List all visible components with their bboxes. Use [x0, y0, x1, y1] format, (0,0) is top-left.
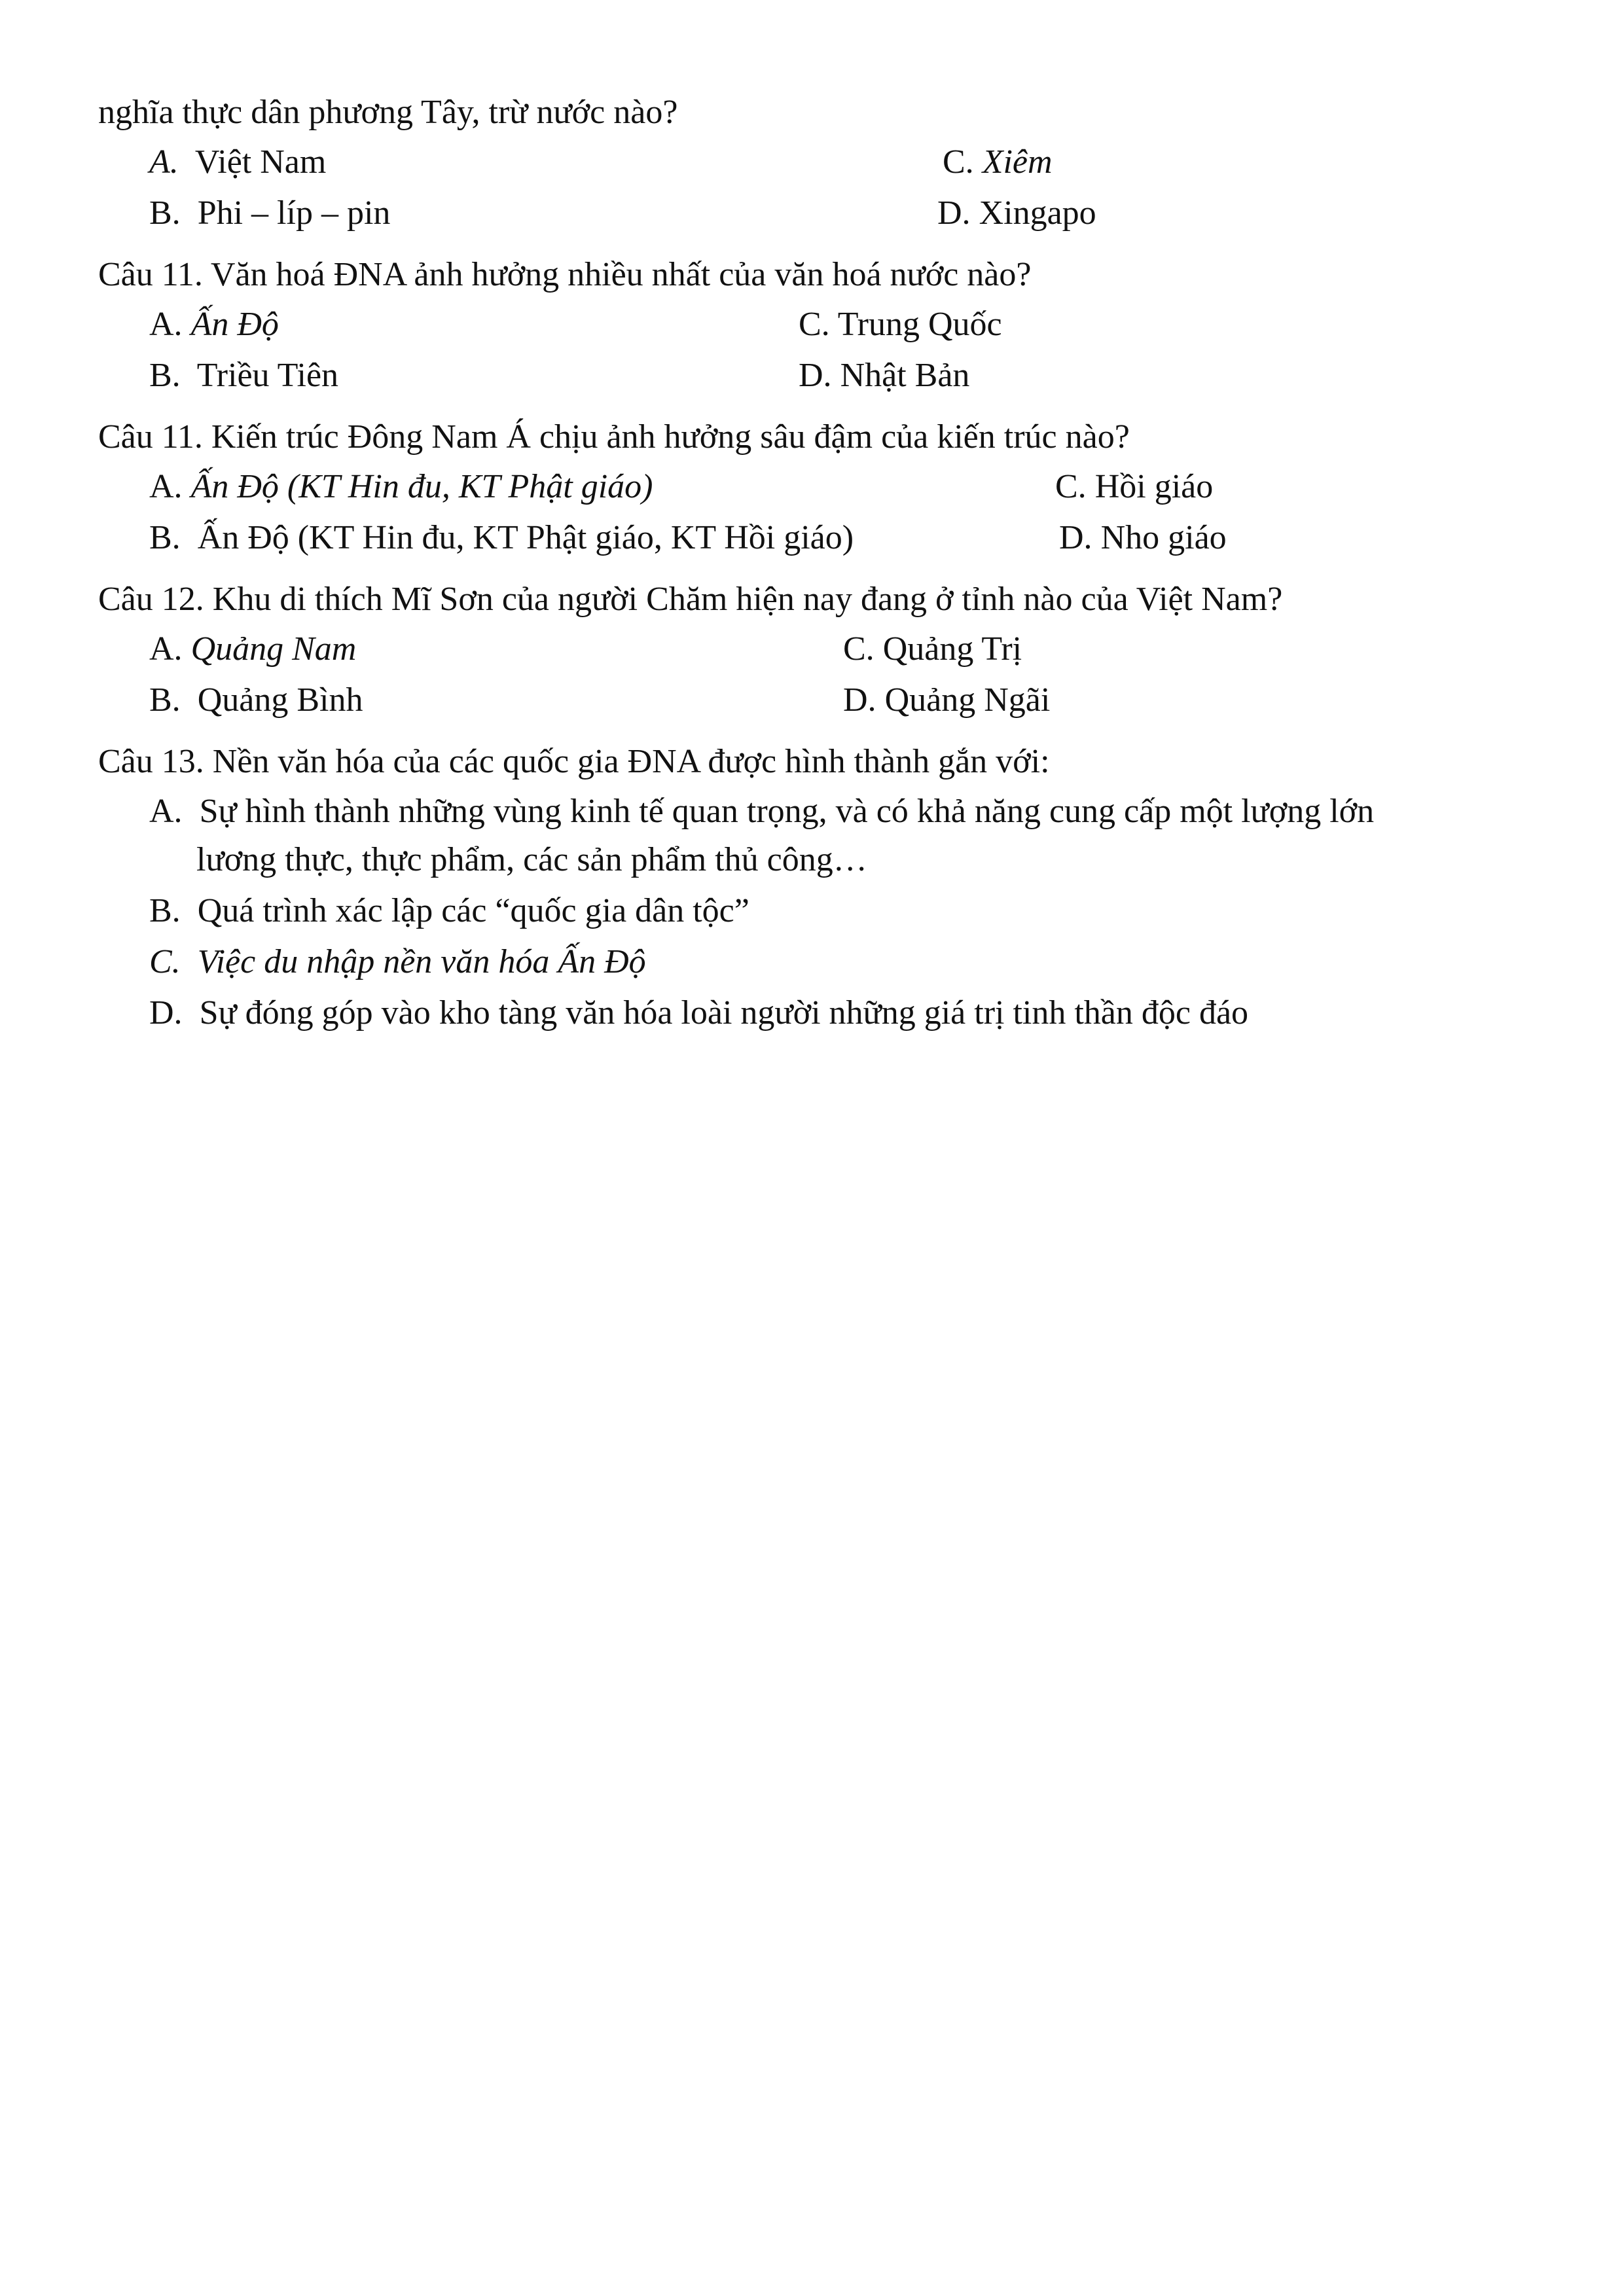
q13-option-d-text: Sự đóng góp vào kho tàng văn hóa loài người những giá trị tinh thần độc đáo — [199, 994, 1249, 1031]
q10-option-a-text: Việt Nam — [194, 143, 327, 181]
q12-option-d — [843, 681, 1050, 720]
q11a-option-d-label: D. — [799, 357, 832, 394]
q10-option-d — [937, 194, 1096, 233]
q11b-option-c-label: C. — [1055, 468, 1087, 505]
q10-option-d-text: Xingapo — [979, 194, 1096, 232]
q12-option-b — [149, 681, 363, 720]
q10-option-b-label: B. — [149, 194, 181, 232]
q13-option-c-label: C. — [149, 943, 181, 980]
q11b-option-c — [1055, 467, 1213, 507]
q11b-option-d-label: D. — [1059, 519, 1092, 556]
question-12: Câu 12. Khu di thích Mĩ Sơn của người Chăm hiện nay đang ở tỉnh nào của Việt Nam? — [98, 581, 1283, 618]
q11a-option-a — [149, 305, 279, 344]
q11b-option-c-text: Hồi giáo — [1094, 468, 1214, 505]
q11a-option-c-label: C. — [799, 306, 830, 343]
q11a-option-a-label: A. — [149, 306, 183, 343]
q13-option-b-label: B. — [149, 892, 181, 929]
q10-option-c-label: C. — [943, 143, 974, 181]
q12-option-c — [843, 630, 1022, 669]
q13-option-d — [149, 994, 1248, 1033]
q11b-option-a-label: A. — [149, 468, 183, 505]
q13-option-a — [149, 792, 1374, 831]
q10-option-c — [943, 143, 1053, 182]
q10-option-d-label: D. — [937, 194, 971, 232]
q10-option-a — [149, 143, 326, 182]
question-11-culture: Câu 11. Văn hoá ĐNA ảnh hưởng nhiều nhất của văn hoá nước nào? — [98, 256, 1032, 293]
q11a-option-b-text: Triều Tiên — [196, 357, 339, 394]
q13-option-c — [149, 942, 646, 982]
q11a-option-c-text: Trung Quốc — [837, 306, 1002, 343]
q11b-option-d-text: Nho giáo — [1100, 519, 1227, 556]
question-13: Câu 13. Nền văn hóa của các quốc gia ĐNA được hình thành gắn với: — [98, 743, 1050, 780]
q13-option-a-text-line1: Sự hình thành những vùng kinh tế quan trọng, và có khả năng cung cấp một lượng lớn — [199, 793, 1375, 830]
q10-option-b-text: Phi – líp – pin — [197, 194, 391, 232]
q10-option-a-label: A. — [149, 143, 179, 181]
q10-option-c-text: Xiêm — [982, 143, 1053, 181]
q11b-option-a-text: Ấn Độ (KT Hin đu, KT Phật giáo) — [190, 468, 653, 505]
q13-option-b — [149, 891, 749, 931]
question-11-architecture: Câu 11. Kiến trúc Đông Nam Á chịu ảnh hưởng sâu đậm của kiến trúc nào? — [98, 418, 1130, 456]
q13-option-a-continuation: lương thực, thực phẩm, các sản phẩm thủ công… — [196, 841, 867, 878]
q10-option-b — [149, 194, 390, 233]
q13-option-c-text: Việc du nhập nền văn hóa Ấn Độ — [197, 943, 646, 980]
question-10-continuation: nghĩa thực dân phương Tây, trừ nước nào? — [98, 94, 678, 131]
q12-option-a — [149, 630, 356, 669]
q11b-option-d — [1059, 518, 1227, 558]
q12-option-a-text: Quảng Nam — [190, 630, 357, 668]
q11b-option-b-text: Ấn Độ (KT Hin đu, KT Phật giáo, KT Hồi giáo) — [197, 519, 854, 556]
q11b-option-b — [149, 518, 854, 558]
q12-option-b-label: B. — [149, 681, 181, 719]
q11a-option-a-text: Ấn Độ — [190, 306, 279, 343]
q12-option-a-label: A. — [149, 630, 183, 668]
q12-option-c-text: Quảng Trị — [882, 630, 1022, 668]
q11b-option-a — [149, 467, 653, 507]
q12-option-b-text: Quảng Bình — [197, 681, 363, 719]
q12-option-d-label: D. — [843, 681, 876, 719]
q11a-option-b — [149, 356, 338, 395]
q11b-option-b-label: B. — [149, 519, 181, 556]
q12-option-c-label: C. — [843, 630, 875, 668]
q13-option-b-text: Quá trình xác lập các “quốc gia dân tộc” — [197, 892, 749, 929]
q12-option-d-text: Quảng Ngãi — [884, 681, 1051, 719]
q13-option-a-label: A. — [149, 793, 183, 830]
q13-option-d-label: D. — [149, 994, 183, 1031]
q11a-option-b-label: B. — [149, 357, 181, 394]
q11a-option-c — [799, 305, 1002, 344]
q11a-option-d-text: Nhật Bản — [840, 357, 970, 394]
q11a-option-d — [799, 356, 969, 395]
